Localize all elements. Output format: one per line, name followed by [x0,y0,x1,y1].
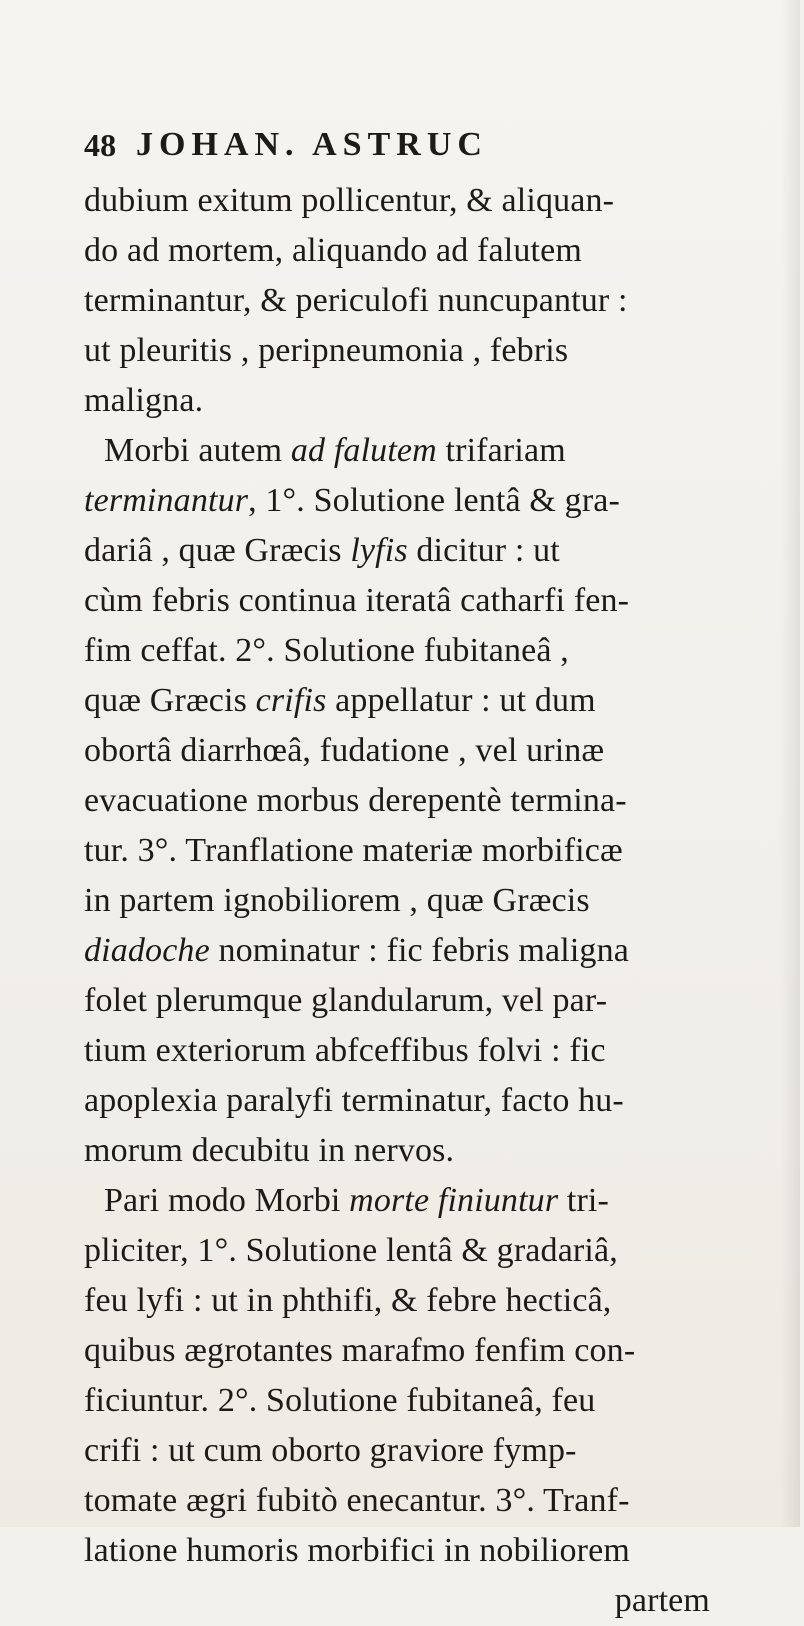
text-line [84,1526,804,1576]
text-segment: feu lyfi : ut in phthifi, & febre hecticâ, [84,1282,612,1319]
text-segment: dubium exitum pollicentur, & aliquan- [84,182,615,219]
text-line [84,376,804,426]
text-segment: quibus ægrotantes marafmo fenfim con- [84,1332,636,1369]
text-segment: ut pleuritis , peripneumonia , febris [84,332,569,369]
text-segment: apoplexia paralyfi terminatur, facto hu- [84,1082,624,1119]
page-header [84,120,804,176]
text-line [84,1426,804,1476]
text-segment: cùm febris continua iteratâ catharfi fen- [84,582,630,619]
text-segment: obortâ diarrhœâ, fudatione , vel urinæ [84,732,605,769]
text-line [84,976,804,1026]
italic-text: terminantur [84,482,249,519]
text-line [84,876,804,926]
text-line [84,426,804,476]
text-segment: do ad mortem, aliquando ad falutem [84,232,582,269]
text-segment: morum decubitu in nervos. [84,1132,455,1169]
text-segment: tri- [558,1182,610,1219]
text-line [84,1026,804,1076]
text-segment: dicitur : ut [407,532,560,569]
text-segment: tium exteriorum abfceffibus folvi : fic [84,1032,606,1069]
text-segment: maligna. [84,382,204,419]
text-line [84,1226,804,1276]
text-line [84,1576,804,1626]
text-segment: in partem ignobiliorem , quæ Græcis [84,882,590,919]
text-line [84,226,804,276]
text-line [84,1476,804,1526]
text-segment: dariâ , quæ Græcis [84,532,351,569]
text-segment: terminantur, & periculofi nuncupantur : [84,282,628,319]
text-line [84,776,804,826]
text-line [84,176,804,226]
text-line [84,926,804,976]
text-line [84,1276,804,1326]
italic-text: diadoche [84,932,210,969]
text-segment: trifariam [436,432,566,469]
page-number: 48 [84,127,117,163]
text-segment: crifi : ut cum oborto graviore fymp- [84,1432,577,1469]
text-line [84,1326,804,1376]
text-segment: evacuatione morbus derepentè termina- [84,782,627,819]
italic-text: ad falutem [290,432,437,469]
text-segment: latione humoris morbifici in nobiliorem [84,1532,630,1569]
text-line [84,726,804,776]
text-segment: folet plerumque glandularum, vel par- [84,982,608,1019]
text-segment: pliciter, 1°. Solutione lentâ & gradariâ, [84,1232,618,1269]
text-segment: ficiuntur. 2°. Solutione fubitaneâ, feu [84,1382,596,1419]
text-line [84,1126,804,1176]
body-text [84,176,804,1626]
italic-text: morte finiuntur [349,1182,559,1219]
text-line [84,626,804,676]
text-segment: , 1°. Solutione lentâ & gra- [248,482,621,519]
text-segment: nominatur : fic febris maligna [209,932,629,969]
text-line [84,1176,804,1226]
text-segment: tomate ægri fubitò enecantur. 3°. Tranf- [84,1482,630,1519]
text-line [84,526,804,576]
text-line [84,276,804,326]
italic-text: crifis [255,682,327,719]
text-line [84,1076,804,1126]
text-line [84,676,804,726]
text-segment: Morbi autem [104,432,291,469]
text-line [84,826,804,876]
text-line [84,326,804,376]
text-line [84,576,804,626]
text-segment: fim ceffat. 2°. Solutione fubitaneâ , [84,632,569,669]
text-segment: tur. 3°. Tranflatione materiæ morbificæ [84,832,623,869]
text-line [84,476,804,526]
text-block [84,120,804,1626]
text-segment: partem [614,1582,710,1619]
text-line [84,1376,804,1426]
text-segment: Pari modo Morbi [104,1182,350,1219]
running-head: JOHAN. ASTRUC [136,126,488,163]
text-segment: quæ Græcis [84,682,256,719]
text-segment: appellatur : ut dum [326,682,596,719]
italic-text: lyfis [350,532,408,569]
